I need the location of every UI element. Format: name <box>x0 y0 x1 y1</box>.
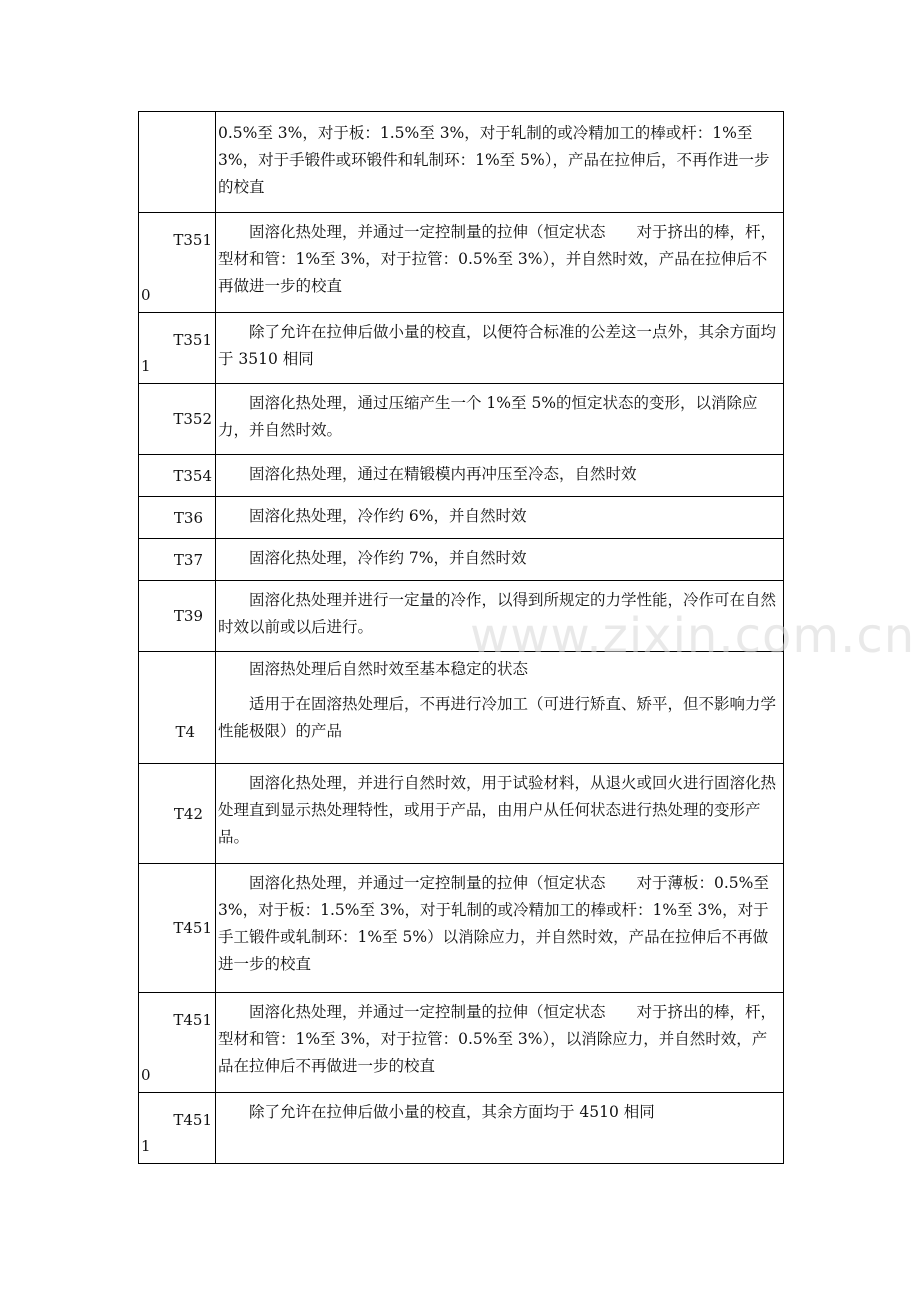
temper-code-cell <box>139 581 216 651</box>
temper-code-cell <box>139 652 216 763</box>
description-cell <box>216 652 784 763</box>
description-cell <box>216 313 784 383</box>
description-cell <box>216 455 784 496</box>
description-text: 固溶化热处理并进行一定量的冷作，以得到所规定的力学性能，冷作可在自然时效以前或以后进行。 <box>218 591 777 636</box>
description-text: 固溶化热处理，并通过一定控制量的拉伸（恒定状态 对于挤出的棒，杆，型材和管：1%至 3%，对于拉管：0.5%至 3%），并自然时效，产品在拉伸后不再做进一步的校直 <box>218 223 777 295</box>
temper-code: T451 <box>173 1111 212 1129</box>
table-row <box>139 864 784 993</box>
table-row <box>139 313 784 384</box>
temper-code: T351 <box>173 231 212 249</box>
table-row <box>139 764 784 864</box>
temper-code-cell <box>139 864 216 992</box>
temper-code-cell <box>139 313 216 383</box>
temper-code-cell <box>139 384 216 454</box>
temper-code-suffix: 1 <box>141 357 151 375</box>
description-text: 固溶化热处理，并通过一定控制量的拉伸（恒定状态 对于薄板：0.5%至 3%，对于板：1.5%至 3%，对于轧制的或冷精加工的棒或杆：1%至 3%，对于手工锻件或轧制环：1%至 5%）以消除应力，并自然时效，产品在拉伸后不再做进一步的校直 <box>218 874 769 973</box>
temper-code-cell <box>139 1093 216 1163</box>
temper-code-cell <box>139 539 216 580</box>
description-text: 固溶化热处理，通过在精锻模内再冲压至冷态，自然时效 <box>249 465 637 483</box>
description-text: 固溶化热处理，并通过一定控制量的拉伸（恒定状态 对于挤出的棒，杆，型材和管：1%至 3%，对于拉管：0.5%至 3%），以消除应力，并自然时效，产品在拉伸后不再做进一步的校直 <box>218 1003 777 1075</box>
temper-code-cell <box>139 112 216 212</box>
temper-code-cell <box>139 497 216 538</box>
table-row <box>139 384 784 455</box>
temper-code: T42 <box>173 804 203 823</box>
table-row <box>139 213 784 313</box>
description-cell <box>216 864 784 992</box>
description-cell <box>216 1093 784 1163</box>
description-text: 固溶热处理后自然时效至基本稳定的状态 <box>249 660 529 678</box>
table-row <box>139 1093 784 1164</box>
description-text: 除了允许在拉伸后做小量的校直，其余方面均于 4510 相同 <box>249 1103 655 1121</box>
description-cell <box>216 764 784 863</box>
temper-code-cell <box>139 764 216 863</box>
temper-code-cell <box>139 993 216 1092</box>
temper-code: T351 <box>173 331 212 349</box>
description-text: 固溶化热处理，通过压缩产生一个 1%至 5%的恒定状态的变形，以消除应力，并自然时效。 <box>218 394 758 439</box>
description-cell <box>216 213 784 312</box>
table-row <box>139 652 784 764</box>
temper-code: T37 <box>173 550 203 569</box>
temper-code: T4 <box>175 723 195 741</box>
description-cell <box>216 384 784 454</box>
watermark: www.zixin.com.cn <box>470 608 916 664</box>
description-text: 0.5%至 3%，对于板：1.5%至 3%，对于轧制的或冷精加工的棒或杆：1%至 3%，对于手锻件或环锻件和轧制环：1%至 5%），产品在拉伸后，不再作进一步的校直 <box>218 124 770 196</box>
description-cell <box>216 497 784 538</box>
table-row <box>139 112 784 213</box>
description-cell <box>216 993 784 1092</box>
description-text: 固溶化热处理，冷作约 7%，并自然时效 <box>249 549 527 567</box>
description-cell <box>216 112 784 212</box>
temper-code: T39 <box>173 607 203 625</box>
temper-code: T354 <box>173 466 212 485</box>
description-cell <box>216 539 784 580</box>
description-text: 固溶化热处理，并进行自然时效，用于试验材料，从退火或回火进行固溶化热处理直到显示热处理特性，或用于产品，由用户从任何状态进行热处理的变形产品。 <box>218 774 777 846</box>
temper-code: T352 <box>173 410 212 428</box>
description-text: 适用于在固溶热处理后，不再进行冷加工（可进行矫直、矫平，但不影响力学性能极限）的产品 <box>218 695 777 740</box>
table-row <box>139 539 784 581</box>
description-text: 除了允许在拉伸后做小量的校直，以便符合标准的公差这一点外，其余方面均于 3510 相同 <box>218 323 777 368</box>
temper-code: T451 <box>173 1011 212 1029</box>
temper-code: T36 <box>173 508 203 527</box>
description-text: 固溶化热处理，冷作约 6%，并自然时效 <box>249 507 527 525</box>
temper-code-cell <box>139 213 216 312</box>
table-row <box>139 497 784 539</box>
temper-code: T451 <box>173 919 212 937</box>
temper-code-suffix: 0 <box>141 286 151 304</box>
temper-code-suffix: 0 <box>141 1066 151 1084</box>
temper-code-cell <box>139 455 216 496</box>
table-row <box>139 993 784 1093</box>
temper-code-suffix: 1 <box>141 1137 151 1155</box>
table-row <box>139 455 784 497</box>
